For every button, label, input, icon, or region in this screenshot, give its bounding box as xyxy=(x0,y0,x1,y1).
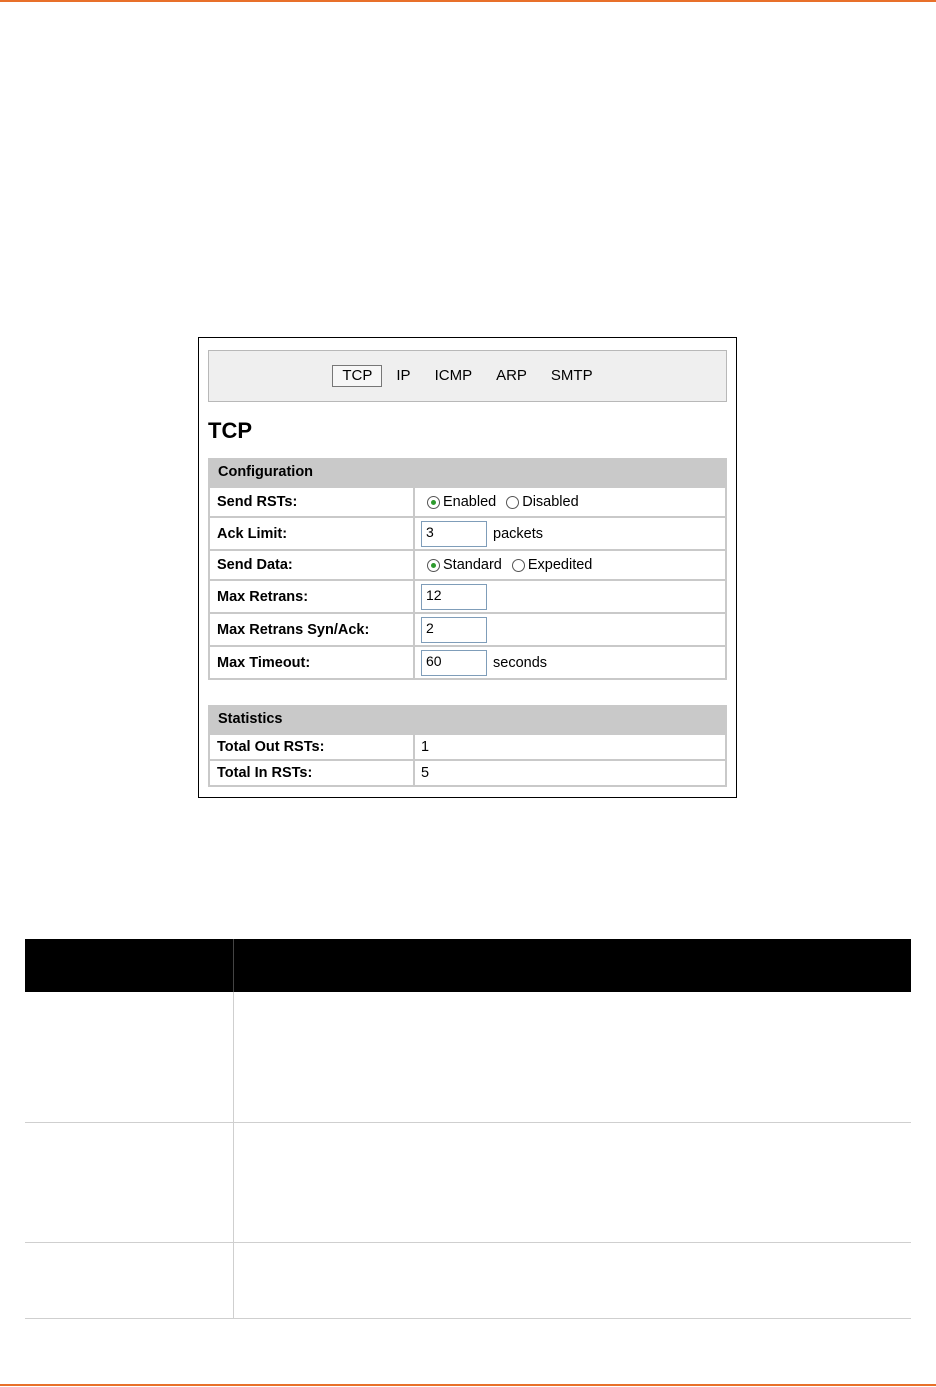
total-in-rsts-row xyxy=(210,761,725,785)
table-cell xyxy=(234,1123,911,1242)
bottom-rule xyxy=(0,1384,936,1386)
send-rsts-label: Send RSTs: xyxy=(210,488,415,516)
max-timeout-row xyxy=(210,647,725,678)
table-cell xyxy=(25,1123,234,1242)
total-out-rsts-label: Total Out RSTs: xyxy=(210,735,415,759)
tab-icmp[interactable]: ICMP xyxy=(434,367,473,384)
table-cell xyxy=(25,1243,234,1318)
tab-arp[interactable]: ARP xyxy=(496,367,527,384)
ack-limit-input[interactable]: 3 xyxy=(421,521,487,547)
table-row xyxy=(25,992,911,1123)
ack-limit-row xyxy=(210,518,725,549)
table-row xyxy=(25,1123,911,1243)
configuration-header: Configuration xyxy=(218,464,314,480)
max-retrans-row xyxy=(210,581,725,612)
table-cell xyxy=(25,992,234,1122)
table-header-cell xyxy=(234,939,911,992)
protocol-tab-bar xyxy=(208,350,727,402)
statistics-panel xyxy=(208,705,727,787)
total-out-rsts-row xyxy=(210,735,725,759)
table-cell xyxy=(234,992,911,1122)
table-cell xyxy=(234,1243,911,1318)
top-rule xyxy=(0,0,936,2)
max-retrans-synack-label: Max Retrans Syn/Ack: xyxy=(210,614,415,645)
statistics-header: Statistics xyxy=(218,711,283,727)
send-data-expedited-radio[interactable]: Expedited xyxy=(512,557,593,573)
send-rsts-row xyxy=(210,488,725,516)
tab-tcp[interactable]: TCP xyxy=(332,365,382,387)
max-timeout-label: Max Timeout: xyxy=(210,647,415,678)
send-data-standard-radio[interactable]: Standard xyxy=(427,557,502,573)
tab-smtp[interactable]: SMTP xyxy=(550,367,593,384)
total-in-rsts-label: Total In RSTs: xyxy=(210,761,415,785)
max-retrans-input[interactable]: 12 xyxy=(421,584,487,610)
table-row xyxy=(25,1243,911,1319)
send-data-label: Send Data: xyxy=(210,551,415,579)
ack-limit-label: Ack Limit: xyxy=(210,518,415,549)
radio-selected-icon xyxy=(427,496,440,509)
max-retrans-synack-input[interactable]: 2 xyxy=(421,617,487,643)
max-timeout-unit: seconds xyxy=(493,654,548,671)
send-rsts-enabled-radio[interactable]: Enabled xyxy=(427,494,496,510)
max-retrans-label: Max Retrans: xyxy=(210,581,415,612)
settings-description-table xyxy=(25,939,911,1319)
radio-selected-icon xyxy=(427,559,440,572)
page-title: TCP xyxy=(208,418,252,443)
tab-ip[interactable]: IP xyxy=(396,367,411,384)
tcp-settings-screenshot xyxy=(198,337,737,798)
configuration-panel xyxy=(208,458,727,680)
radio-unselected-icon xyxy=(512,559,525,572)
send-data-row xyxy=(210,551,725,579)
max-timeout-input[interactable]: 60 xyxy=(421,650,487,676)
total-in-rsts-value: 5 xyxy=(421,765,430,781)
send-rsts-disabled-radio[interactable]: Disabled xyxy=(506,494,578,510)
max-retrans-synack-row xyxy=(210,614,725,645)
ack-limit-unit: packets xyxy=(493,525,543,542)
radio-unselected-icon xyxy=(506,496,519,509)
total-out-rsts-value: 1 xyxy=(421,739,430,755)
table-header-cell xyxy=(25,939,234,992)
table-header xyxy=(25,939,911,992)
